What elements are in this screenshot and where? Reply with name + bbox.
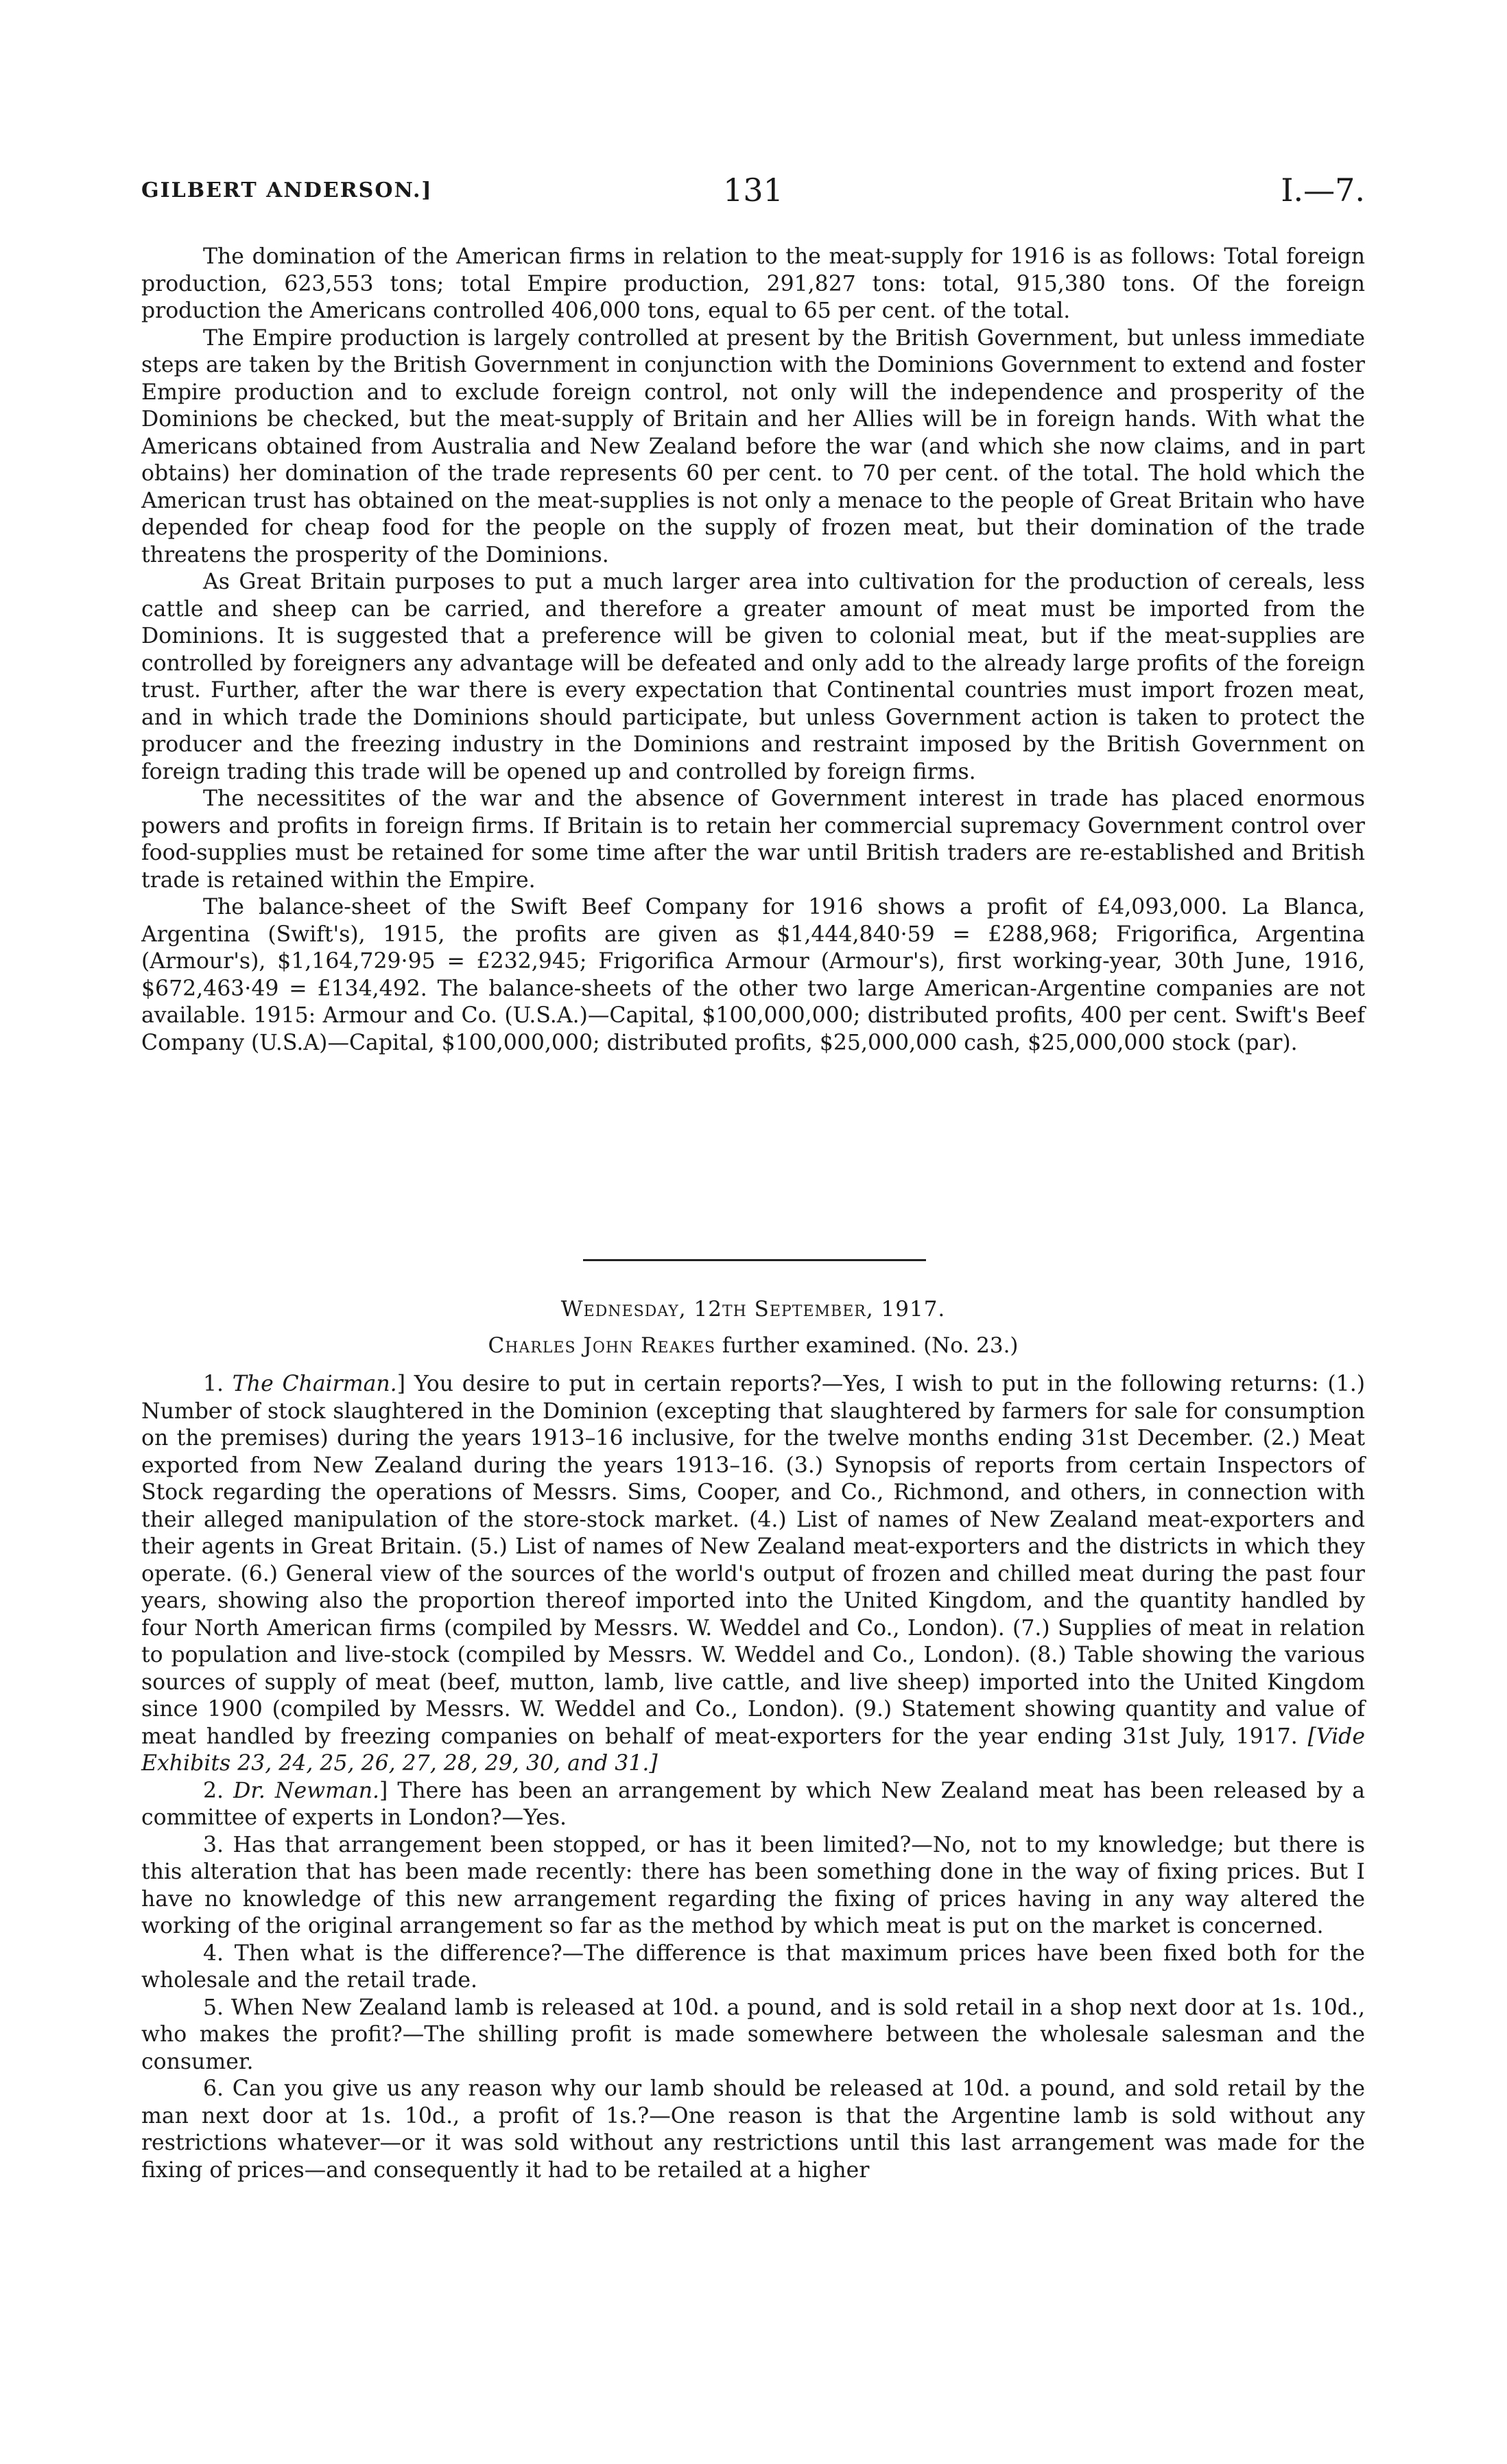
- witness-running-head: GILBERT ANDERSON.]: [141, 178, 433, 202]
- page-number: 131: [723, 172, 783, 209]
- question-text: When New Zealand lamb is released at 10d. a pound, and is sold retail in a shop next door at 1s. 10d., who makes the profit?—The shilling profit is made somewhere between the wholesale salesman and the consumer.: [141, 1995, 1366, 2074]
- question-paragraph: [141, 1832, 1365, 1940]
- paragraph: The Empire production is largely controlled at present by the British Government, but unless immediate steps are taken by the British Government in conjunction with the Dominions Government to extend and foster Empire production and to exclude foreign control, not only will the independence and prosperity of the Dominions be checked, but the meat-supply of Britain and her Allies will be in foreign hands. With what the Americans obtained from Australia and New Zealand before the war (and which she now claims, and in part obtains) her domination of the trade represents 60 per cent. to 70 per cent. of the total. The hold which the American trust has obtained on the meat-supplies is not only a menace to the people of Great Britain who have depended for cheap food for the people on the supply of frozen meat, but their domination of the trade threatens the prosperity of the Dominions.: [141, 325, 1365, 567]
- question-text: Then what is the difference?—The difference is that maximum prices have been fixed both for the wholesale and the retail trade.: [141, 1940, 1366, 1993]
- question-number: 5.: [203, 1995, 224, 2020]
- question-text: You desire to put in certain reports?—Yes, I wish to put in the following returns: (1.) Number of stock slaughtered in the Dominion (excepting that slaughtered by farmers for sale for consumption on the premises) during the years 1913–16 inclusive, for the twelve months ending 31st December. (2.) Meat exported from New Zealand during the years 1913–16. (3.) Synopsis of reports from certain Inspectors of Stock regarding the operations of Messrs. Sims, Cooper, and Co., Richmond, and others, in connection with their alleged manipulation of the store-stock market. (4.) List of names of New Zealand meat-exporters and their agents in Great Britain. (5.) List of names of New Zealand meat-exporters and the districts in which they operate. (6.) General view of the sources of the world's output of frozen and chilled meat during the past four years, showing also the proportion thereof imported into the United Kingdom, and the quantity handled by four North American firms (compiled by Messrs. W. Weddel and Co., London). (7.) Supplies of meat in relation to population and live-stock (compiled by Messrs. W. Weddel and Co., London). (8.) Table showing the various sources of supply of meat (beef, mutton, lamb, live cattle, and live sheep) imported into the United Kingdom since 1900 (compiled by Messrs. W. Weddel and Co., London). (9.) Statement showing quantity and value of meat handled by freezing companies on behalf of meat-exporters for the year ending 31st July, 1917.: [141, 1372, 1365, 1749]
- examination-section: [141, 1371, 1365, 2184]
- speaker-name: Dr. Newman.: [233, 1778, 380, 1803]
- question-number: 4.: [203, 1940, 224, 1966]
- witness-name: Charles John Reakes: [488, 1333, 716, 1358]
- question-text: There has been an arrangement by which New Zealand meat has been released by a committee of experts in London?—Yes.: [141, 1778, 1365, 1830]
- speaker-name: The Chairman.: [232, 1372, 397, 1396]
- question-paragraph: 1. The Chairman.] You desire to put in certain reports?—Yes, I wish to put in the following returns: (1.) Number of stock slaughtered in the Dominion (excepting that slaughtered by farmers for sale for consumption on the premises) during the years 1913–16 inclusive, for the twelve months ending 31st December. (2.) Meat exported from New Zealand during the years 1913–16. (3.) Synopsis of reports from certain Inspectors of Stock regarding the operations of Messrs. Sims, Cooper, and Co., Richmond, and others, in connection with their alleged manipulation of the store-stock market. (4.) List of names of New Zealand meat-exporters and their agents in Great Britain. (5.) List of names of New Zealand meat-exporters and the districts in which they operate. (6.) General view of the sources of the world's output of frozen and chilled meat during the past four years, showing also the proportion thereof imported into the United Kingdom, and the quantity handled by four North American firms (compiled by Messrs. W. Weddel and Co., London). (7.) Supplies of meat in relation to population and live-stock (compiled by Messrs. W. Weddel and Co., London). (8.) Table showing the various sources of supply of meat (beef, mutton, lamb, live cattle, and live sheep) imported into the United Kingdom since 1900 (compiled by Messrs. W. Weddel and Co., London). (9.) Statement showing quantity and value of meat handled by freezing companies on behalf of meat-exporters for the year ending 31st July, 1917. [Vide Exhibits 23, 24, 25, 26, 27, 28, 29, 30, and 31.]: [141, 1372, 1365, 1776]
- exhibit-reference: [Vide Exhibits 23, 24, 25, 26, 27, 28, 29, 30, and 31.]: [141, 1724, 1365, 1776]
- witness-heading: [141, 1333, 1365, 1358]
- question-number: 3.: [203, 1832, 224, 1857]
- witness-status: further examined. (No. 23.): [722, 1333, 1019, 1358]
- question-text: Can you give us any reason why our lamb should be released at 10d. a pound, and sold retail by the man next door at 1s. 10d., a profit of 1s.?—One reason is that the Argentine lamb is sold without any restrictions whatever—or it was sold without any restrictions until this last arrangement was made for the fixing of prices—and consequently it had to be retailed at a higher: [141, 2076, 1365, 2183]
- question-number: 6.: [203, 2076, 224, 2101]
- paragraph: As Great Britain purposes to put a much larger area into cultivation for the production of cereals, less cattle and sheep can be carried, and therefore a greater amount of meat must be imported from the Dominions. It is suggested that a preference will be given to colonial meat, but if the meat-supplies are controlled by foreigners any advantage will be defeated and only add to the already large profits of the foreign trust. Further, after the war there is every expectation that Continental countries must import frozen meat, and in which trade the Dominions should participate, but unless Government action is taken to protect the producer and the freezing industry in the Dominions and restraint imposed by the British Government on foreign trading this trade will be opened up and controlled by foreign firms.: [141, 570, 1365, 784]
- statement-section: [141, 244, 1365, 1057]
- section-divider: [583, 1259, 926, 1261]
- paragraph: The balance-sheet of the Swift Beef Company for 1916 shows a profit of £4,093,000. La Blanca, Argentina (Swift's), 1915, the profits are given as $1,444,840·59 = £288,968; Frigorifica, Argentina (Armour's), $1,164,729·95 = £232,945; Frigorifica Armour (Armour's), first working-year, 30th June, 1916, $672,463·49 = £134,492. The balance-sheets of the other two large American-Argentine companies are not available. 1915: Armour and Co. (U.S.A.)—Capital, $100,000,000; distributed profits, 400 per cent. Swift's Beef Company (U.S.A)—Capital, $100,000,000; distributed profits, $25,000,000 cash, $25,000,000 stock (par).: [141, 895, 1365, 1055]
- document-reference: I.—7.: [1281, 172, 1365, 209]
- paragraph: The domination of the American firms in relation to the meat-supply for 1916 is as follows: Total foreign production, 623,553 tons; total Empire production, 291,827 tons: total, 915,380 tons. Of the foreign production the Americans controlled 406,000 tons, equal to 65 per cent. of the total.: [141, 244, 1365, 323]
- question-paragraph: [141, 1940, 1365, 1995]
- page-header: [141, 172, 1365, 213]
- question-text: Has that arrangement been stopped, or has it been limited?—No, not to my knowledge; but there is this alteration that has been made recently: there has been something done in the way of fixing prices. But I have no knowledge of this new arrangement regarding the fixing of prices having in any way altered the working of the original arrangement so far as the method by which meat is put on the market is concerned.: [141, 1832, 1365, 1938]
- question-number: 2.: [203, 1778, 224, 1803]
- question-paragraph: [141, 1995, 1365, 2076]
- question-paragraph: [141, 2076, 1365, 2184]
- session-date: Wednesday, 12th September, 1917.: [560, 1297, 946, 1322]
- question-number: 1.: [203, 1372, 224, 1396]
- question-paragraph: 2. Dr. Newman.] There has been an arrangement by which New Zealand meat has been released by a committee of experts in London?—Yes.: [141, 1778, 1365, 1830]
- paragraph: The necessitites of the war and the absence of Government interest in trade has placed enormous powers and profits in foreign firms. If Britain is to retain her commercial supremacy Government control over food-supplies must be retained for some time after the war until British traders are re-established and British trade is retained within the Empire.: [141, 786, 1365, 893]
